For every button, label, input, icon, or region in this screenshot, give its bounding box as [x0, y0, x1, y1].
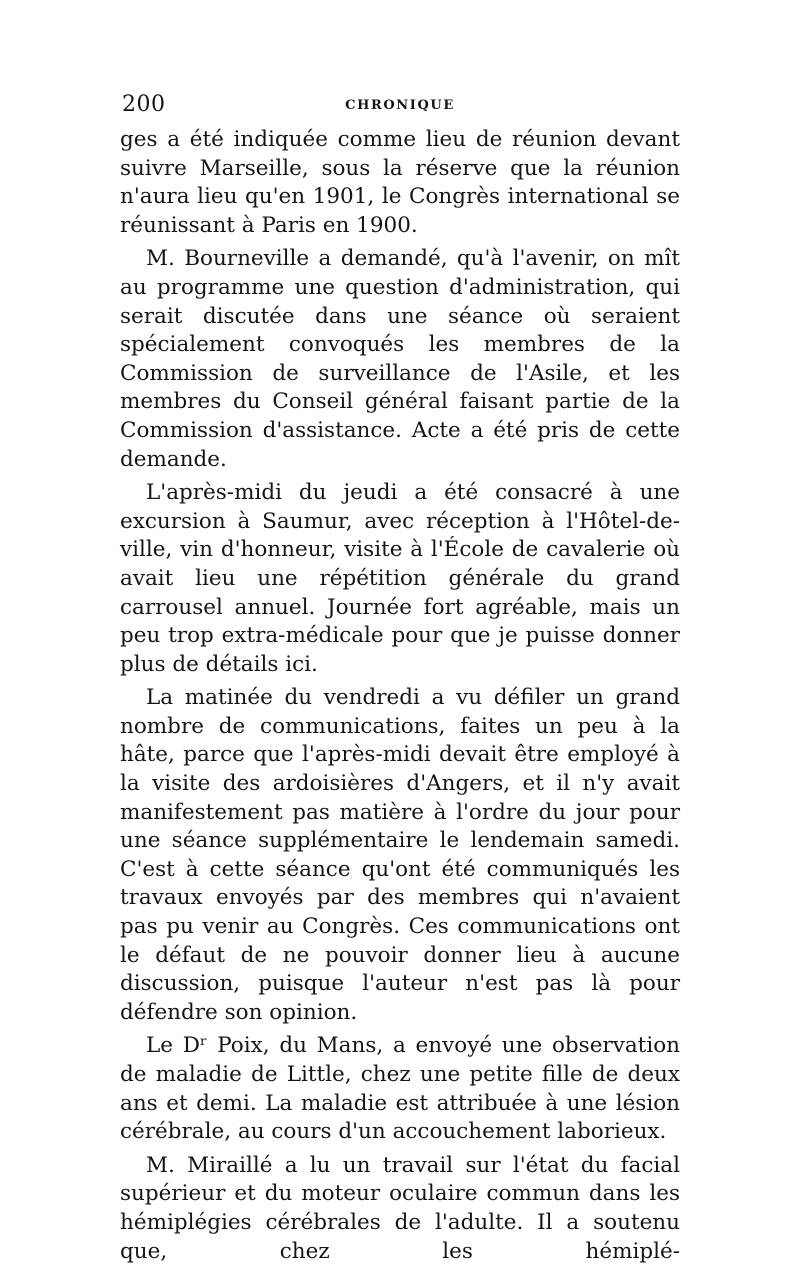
paragraph: L'après-midi du jeudi a été consacré à une excursion à Saumur, avec réception à l'Hôtel-de-ville, vin d'honneur, visite à l'École de cavalerie où avait lieu une répétition générale du grand carrousel annuel. Journée fort agréable, mais un peu trop extra-médicale pour que je puisse donner plus de détails ici.: [120, 480, 680, 677]
page-number: 200: [122, 92, 166, 117]
running-head: [120, 92, 680, 122]
body-text: [120, 126, 680, 1271]
paragraph: ges a été indiquée comme lieu de réunion devant suivre Marseille, sous la réserve que la réunion n'aura lieu qu'en 1901, le Congrès international se réunissant à Paris en 1900.: [120, 127, 680, 238]
paragraph: Le Dʳ Poix, du Mans, a envoyé une observation de maladie de Little, chez une petite fille de deux ans et demi. La maladie est attribuée à une lésion cérébrale, au cours d'un accouchement laborieux.: [120, 1033, 680, 1145]
paragraph: M. Bourneville a demandé, qu'à l'avenir, on mît au programme une question d'administration, qui serait discutée dans une séance où seraient spécialement convoqués les membres de la Commission de surveillance de l'Asile, et les membres du Conseil général faisant partie de la Commission d'assistance. Acte a été pris de cette demande.: [120, 246, 680, 472]
running-title: CHRONIQUE: [345, 98, 455, 113]
paragraph: M. Miraillé a lu un travail sur l'état du facial supérieur et du moteur oculaire commun dans les hémiplégies cérébrales de l'adulte. Il a soutenu que, chez les hémiplé-: [120, 1152, 680, 1264]
paragraph: La matinée du vendredi a vu défiler un grand nombre de communications, faites un peu à la hâte, parce que l'après-midi devait être employé à la visite des ardoisières d'Angers, et il n'y avait manifestement pas matière à l'ordre du jour pour une séance supplémentaire le lendemain samedi. C'est à cette séance qu'ont été communiqués les travaux envoyés par des membres qui n'avaient pas pu venir au Congrès. Ces communications ont le défaut de ne pouvoir donner lieu à aucune discussion, puisque l'auteur n'est pas là pour défendre son opinion.: [120, 685, 680, 1025]
